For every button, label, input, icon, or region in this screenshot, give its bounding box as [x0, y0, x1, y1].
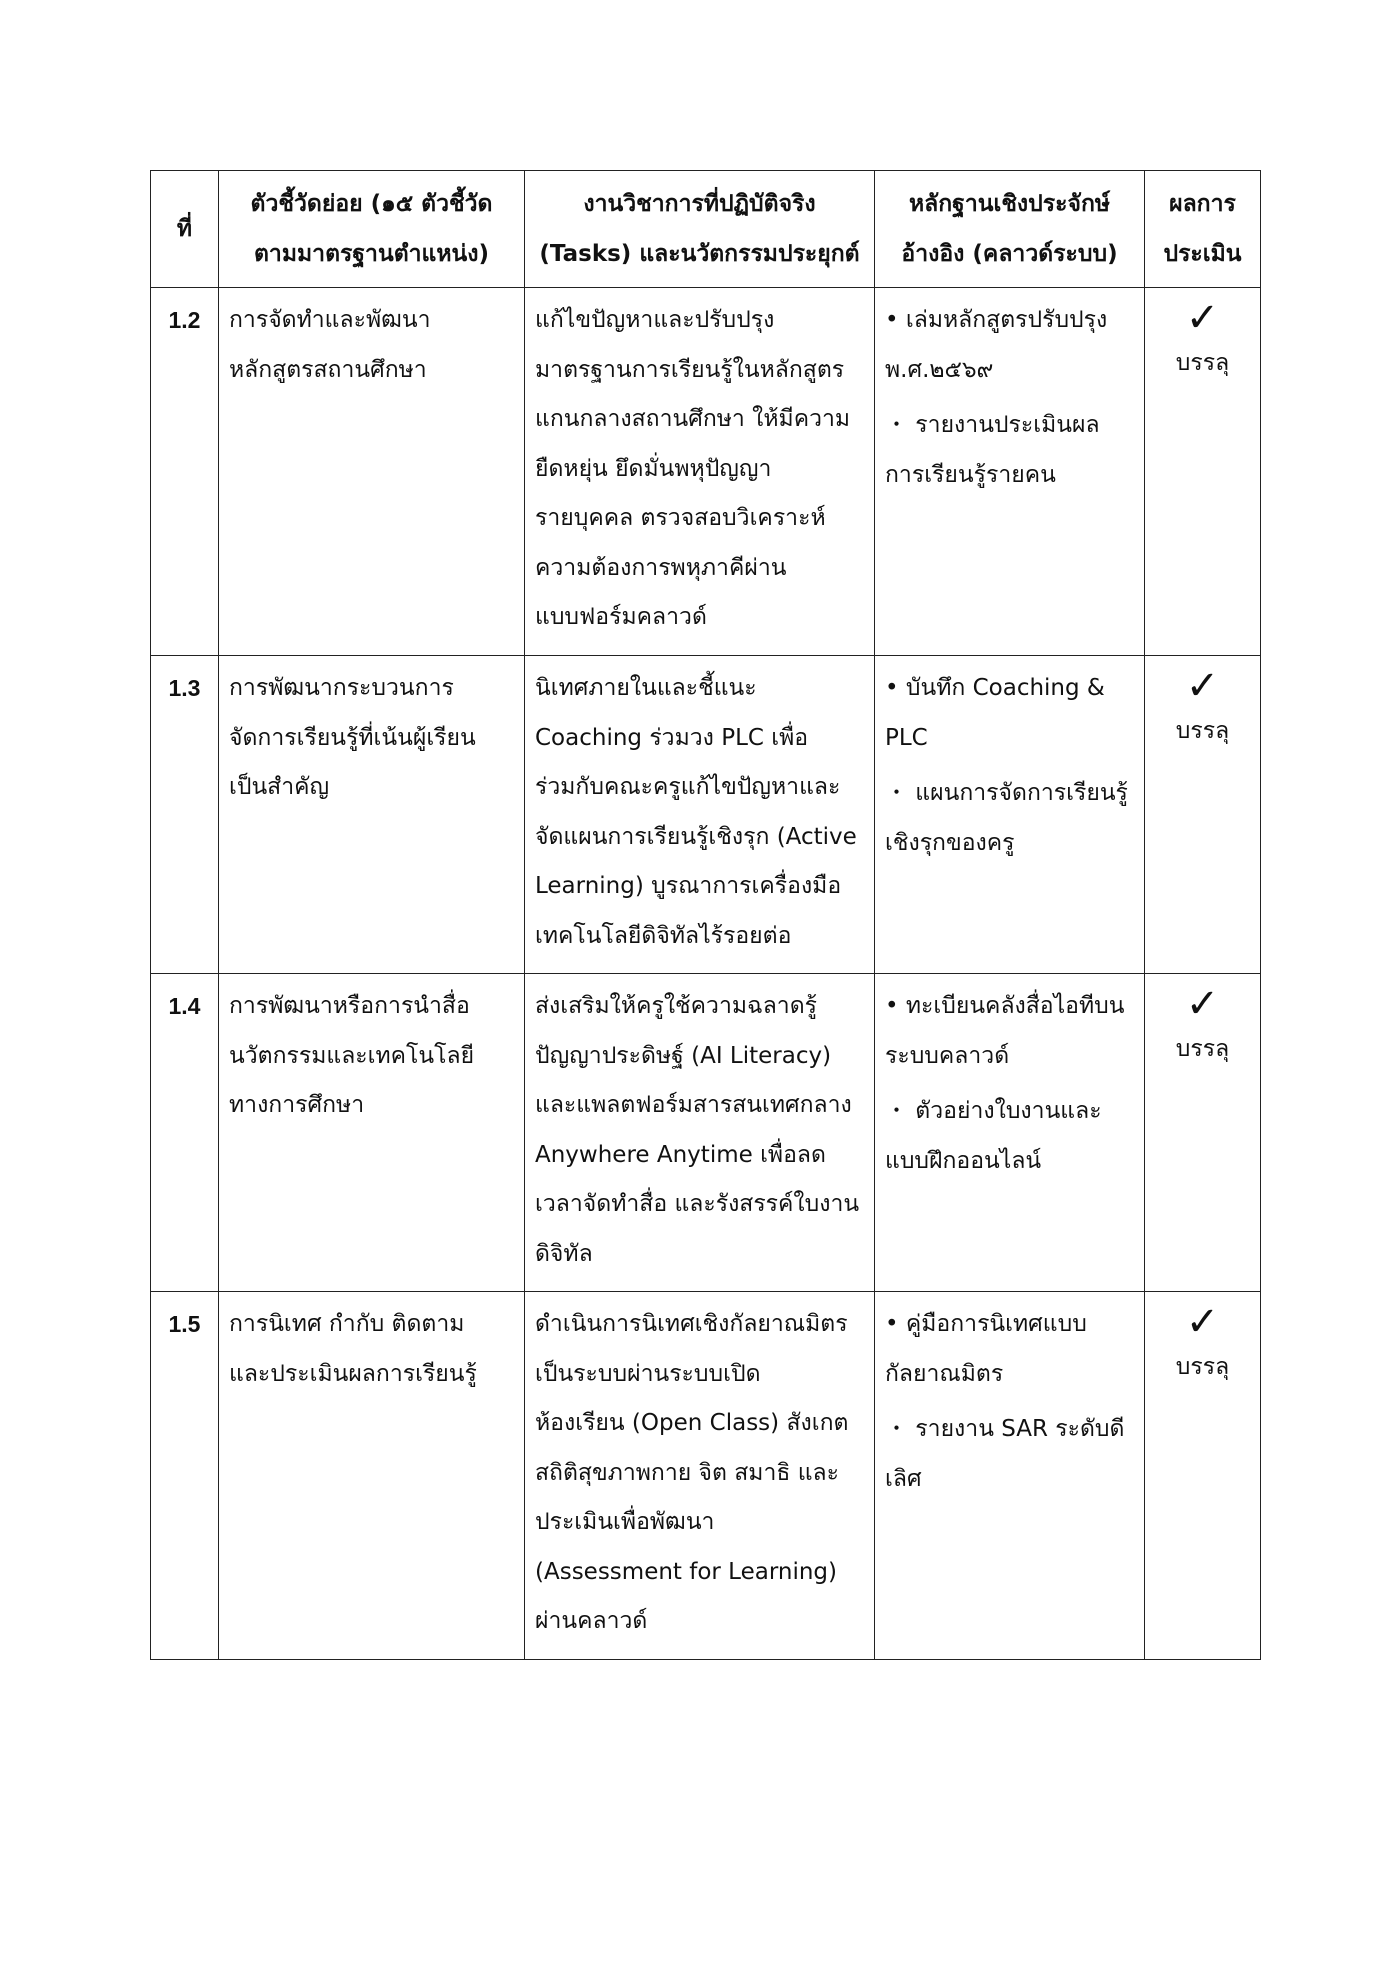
- header-tasks: งานวิชาการที่ปฏิบัติจริง (Tasks) และนวัตกรรมประยุกต์: [525, 171, 875, 288]
- evidence-item: ・ ตัวอย่างใบงานและ แบบฝึกออนไลน์: [885, 1098, 1102, 1174]
- header-no: ที่: [151, 171, 219, 288]
- result-label: บรรลุ: [1175, 1354, 1230, 1380]
- evidence-item: • ทะเบียนคลังสื่อไอทีบน ระบบคลาวด์: [885, 993, 1125, 1069]
- header-indicator: ตัวชี้วัดย่อย (๑๕ ตัวชี้วัด ตามมาตรฐานตำแหน่ง): [219, 171, 525, 288]
- evidence-cell: [875, 656, 1145, 974]
- checkmark-icon: ✓: [1185, 1299, 1220, 1345]
- evidence-cell: [875, 1292, 1145, 1660]
- evidence-item: ・ แผนการจัดการเรียนรู้ เชิงรุกของครู: [885, 780, 1128, 856]
- row-number: 1.4: [151, 974, 219, 1292]
- evidence-cell: [875, 288, 1145, 656]
- indicator-cell: การพัฒนากระบวนการ จัดการเรียนรู้ที่เน้นผู้เรียน เป็นสำคัญ: [219, 656, 525, 974]
- indicator-cell: การพัฒนาหรือการนำสื่อ นวัตกรรมและเทคโนโลยี ทางการศึกษา: [219, 974, 525, 1292]
- row-number: 1.5: [151, 1292, 219, 1660]
- indicator-cell: การจัดทำและพัฒนา หลักสูตรสถานศึกษา: [219, 288, 525, 656]
- evidence-item: ・ รายงาน SAR ระดับดี เลิศ: [885, 1416, 1125, 1492]
- header-evidence: หลักฐานเชิงประจักษ์ อ้างอิง (คลาวด์ระบบ): [875, 171, 1145, 288]
- table-header-row: [151, 171, 1261, 288]
- tasks-cell: นิเทศภายในและชี้แนะ Coaching ร่วมวง PLC เพื่อ ร่วมกับคณะครูแก้ไขปัญหาและ จัดแผนการเรียนรู้เชิงรุก (Active Learning) บูรณาการเครื่องมือ เทคโนโลยีดิจิทัลไร้รอยต่อ: [525, 656, 875, 974]
- evidence-item: • คู่มือการนิเทศแบบ กัลยาณมิตร: [885, 1311, 1087, 1387]
- result-cell: [1145, 656, 1261, 974]
- header-result: ผลการ ประเมิน: [1145, 171, 1261, 288]
- indicator-cell: การนิเทศ กำกับ ติดตาม และประเมินผลการเรียนรู้: [219, 1292, 525, 1660]
- evidence-item: ・ รายงานประเมินผล การเรียนรู้รายคน: [885, 412, 1100, 488]
- evidence-item: • เล่มหลักสูตรปรับปรุง พ.ศ.๒๕๖๙: [885, 307, 1108, 383]
- checkmark-icon: ✓: [1185, 981, 1220, 1027]
- result-cell: [1145, 974, 1261, 1292]
- evaluation-table: [150, 170, 1261, 1660]
- table-row: [151, 974, 1261, 1292]
- row-number: 1.2: [151, 288, 219, 656]
- checkmark-icon: ✓: [1185, 663, 1220, 709]
- table-row: [151, 656, 1261, 974]
- tasks-cell: ส่งเสริมให้ครูใช้ความฉลาดรู้ ปัญญาประดิษฐ์ (AI Literacy) และแพลตฟอร์มสารสนเทศกลาง Anywhere Anytime เพื่อลด เวลาจัดทำสื่อ และรังสรรค์ใบงาน ดิจิทัล: [525, 974, 875, 1292]
- result-cell: [1145, 288, 1261, 656]
- table-row: [151, 1292, 1261, 1660]
- result-cell: [1145, 1292, 1261, 1660]
- evidence-cell: [875, 974, 1145, 1292]
- result-label: บรรลุ: [1175, 718, 1230, 744]
- result-label: บรรลุ: [1175, 350, 1230, 376]
- row-number: 1.3: [151, 656, 219, 974]
- tasks-cell: ดำเนินการนิเทศเชิงกัลยาณมิตร เป็นระบบผ่านระบบเปิด ห้องเรียน (Open Class) สังเกต สถิติสุขภาพกาย จิต สมาธิ และ ประเมินเพื่อพัฒนา (Assessment for Learning) ผ่านคลาวด์: [525, 1292, 875, 1660]
- tasks-cell: แก้ไขปัญหาและปรับปรุง มาตรฐานการเรียนรู้ในหลักสูตร แกนกลางสถานศึกษา ให้มีความ ยืดหยุ่น ยึดมั่นพหุปัญญา รายบุคคล ตรวจสอบวิเคราะห์ ความต้องการพหุภาคีผ่าน แบบฟอร์มคลาวด์: [525, 288, 875, 656]
- checkmark-icon: ✓: [1185, 295, 1220, 341]
- table-row: [151, 288, 1261, 656]
- result-label: บรรลุ: [1175, 1036, 1230, 1062]
- evidence-item: • บันทึก Coaching & PLC: [885, 675, 1105, 751]
